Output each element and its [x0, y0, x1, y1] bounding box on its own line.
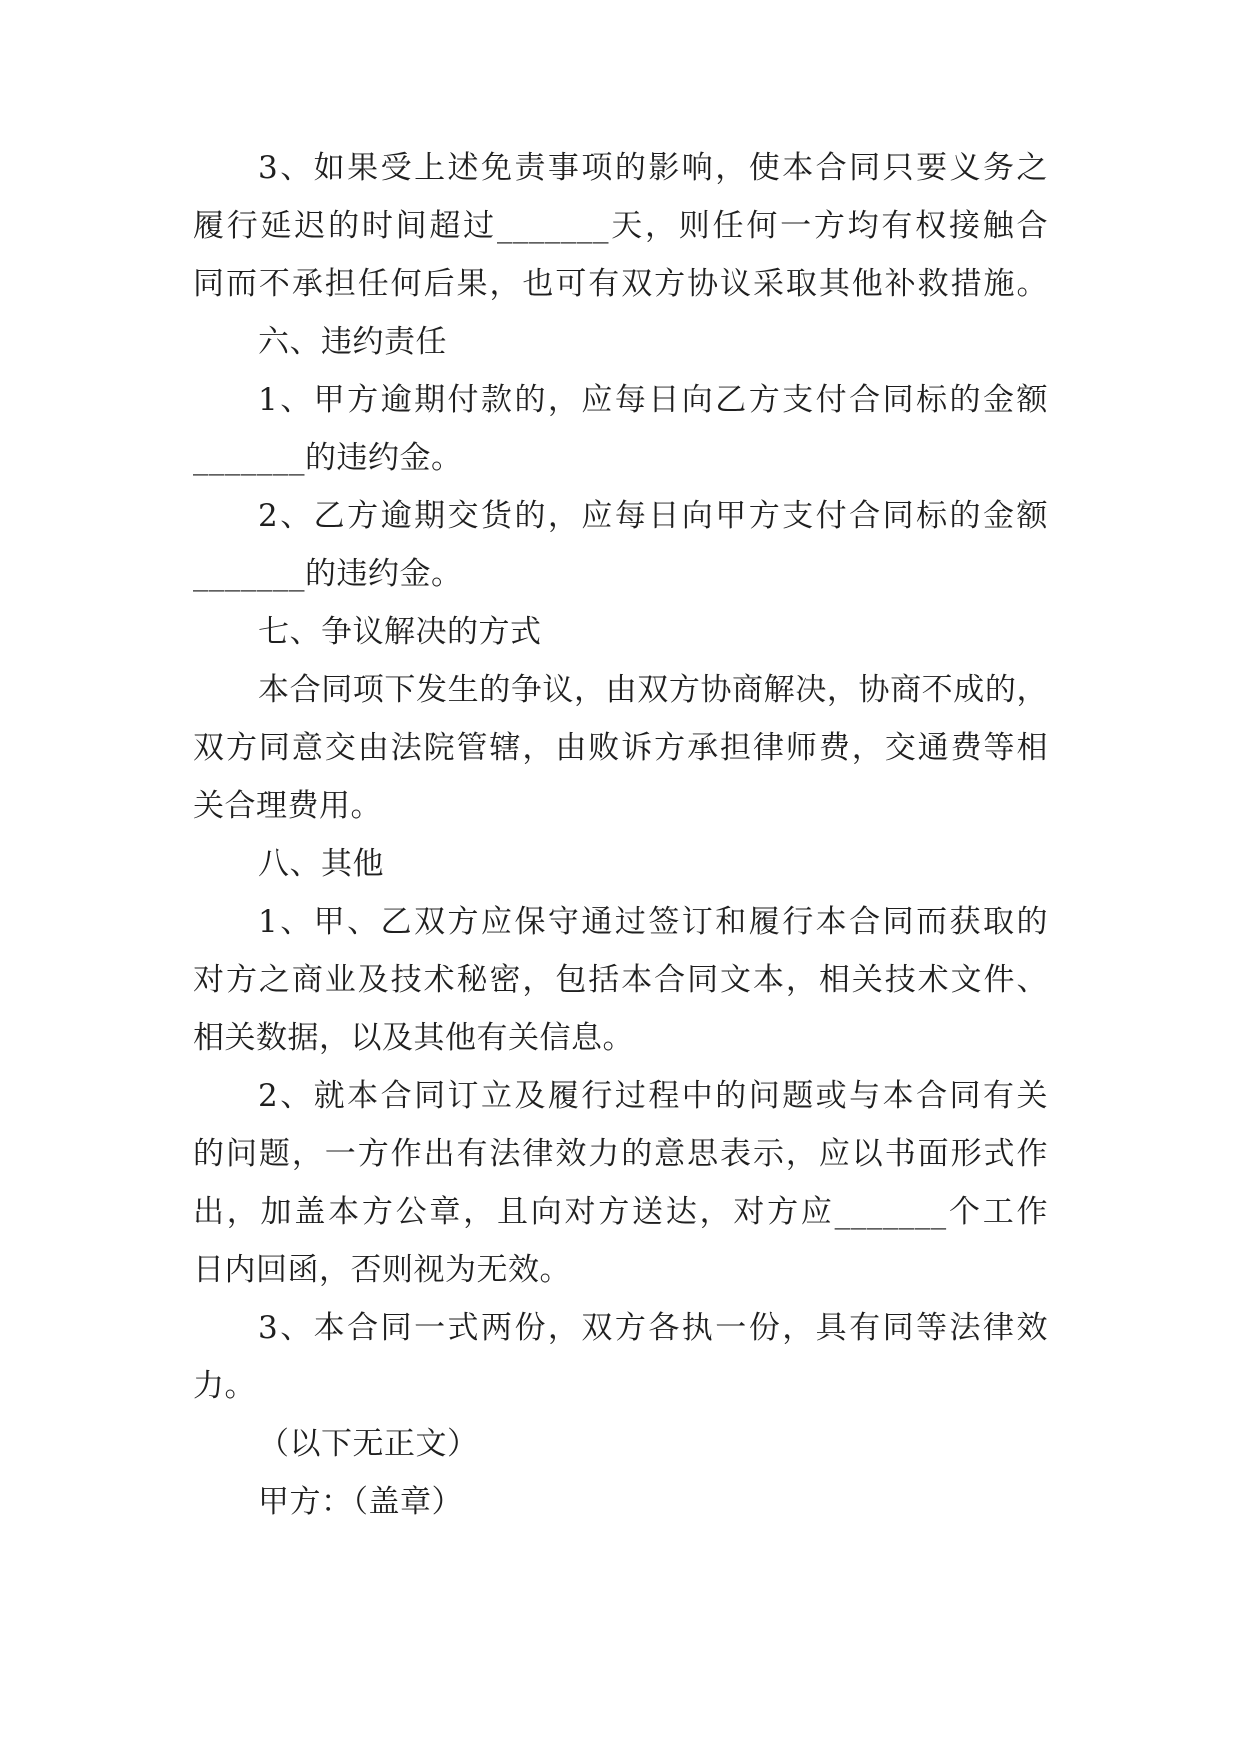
- section-heading-breach-liability: 六、违约责任: [258, 324, 447, 360]
- clause-8-2-line-3: 出，加盖本方公章，且向对方送达，对方应_______个工作: [193, 1194, 1048, 1230]
- section-heading-dispute-resolution: 七、争议解决的方式: [258, 614, 542, 650]
- clause-5-3-line-3: 同而不承担任何后果，也可有双方协议采取其他补救措施。: [193, 266, 1048, 302]
- party-a-seal-line: 甲方：（盖章）: [258, 1484, 463, 1520]
- clause-6-2-line-1: 2、乙方逾期交货的，应每日向甲方支付合同标的金额: [258, 498, 1048, 534]
- clause-8-1-line-1: 1、甲、乙双方应保守通过签订和履行本合同而获取的: [258, 904, 1048, 940]
- clause-8-1-line-2: 对方之商业及技术秘密，包括本合同文本，相关技术文件、: [193, 962, 1048, 998]
- clause-8-2-line-1: 2、就本合同订立及履行过程中的问题或与本合同有关: [258, 1078, 1048, 1114]
- clause-5-3-line-2: 履行延迟的时间超过_______天，则任何一方均有权接触合: [193, 208, 1048, 244]
- clause-6-1-line-1: 1、甲方逾期付款的，应每日向乙方支付合同标的金额: [258, 382, 1048, 418]
- clause-8-3-line-1: 3、本合同一式两份，双方各执一份，具有同等法律效: [258, 1310, 1048, 1346]
- clause-6-2-line-2: _______的违约金。: [193, 556, 463, 592]
- clause-7-line-1: 本合同项下发生的争议，由双方协商解决，协商不成的，: [258, 672, 1048, 708]
- section-heading-other: 八、其他: [258, 846, 384, 882]
- clause-6-1-line-2: _______的违约金。: [193, 440, 463, 476]
- clause-8-2-line-2: 的问题，一方作出有法律效力的意思表示，应以书面形式作: [193, 1136, 1048, 1172]
- clause-5-3-line-1: 3、如果受上述免责事项的影响，使本合同只要义务之: [258, 150, 1048, 186]
- clause-7-line-3: 关合理费用。: [193, 788, 382, 824]
- clause-7-line-2: 双方同意交由法院管辖，由败诉方承担律师费，交通费等相: [193, 730, 1048, 766]
- clause-8-3-line-2: 力。: [193, 1368, 256, 1404]
- no-further-text-note: （以下无正文）: [258, 1426, 479, 1462]
- clause-8-2-line-4: 日内回函，否则视为无效。: [193, 1252, 571, 1288]
- clause-8-1-line-3: 相关数据，以及其他有关信息。: [193, 1020, 634, 1056]
